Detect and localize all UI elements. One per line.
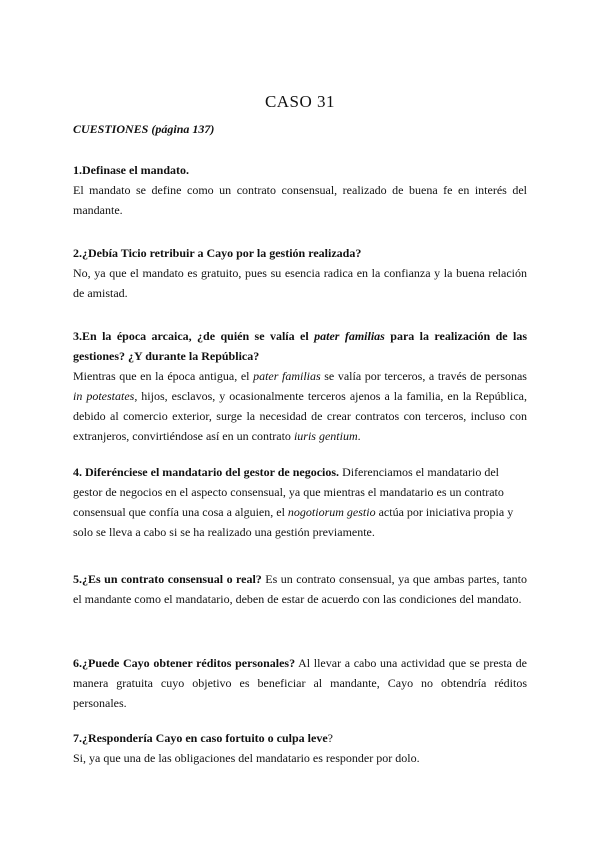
answer-text: se valía por terceros, a través de personas — [320, 369, 527, 383]
document-title: CASO 31 — [264, 92, 336, 111]
question-answer — [73, 366, 527, 446]
answer-emphasis: nogotiorum gestio — [287, 505, 376, 519]
answer-text: . — [357, 429, 361, 443]
heading-text: para la realización de las gestiones? ¿Y durante la República? — [73, 329, 527, 363]
question-heading: 1.Definase el mandato. — [73, 163, 189, 177]
question-4 — [73, 462, 527, 542]
question-5 — [73, 569, 527, 609]
question-7 — [73, 728, 527, 768]
question-answer: Si, ya que una de las obligaciones del mandatario es responder por dolo. — [73, 751, 420, 765]
document-subtitle: CUESTIONES (página 137) — [73, 122, 215, 136]
heading-tail: ? — [327, 731, 333, 745]
question-answer: No, ya que el mandato es gratuito, pues su esencia radica en la confianza y la buena relación de amistad. — [73, 266, 527, 300]
answer-text: Al llevar a cabo una actividad que se presta de manera gratuita cuyo objetivo es beneficiar al mandante, Cayo no obtendría réditos personales. — [73, 656, 527, 710]
question-1 — [73, 160, 527, 220]
answer-text: actúa por iniciativa propia y solo se lleva a cabo si se ha realizado una gestión previamente. — [73, 505, 514, 539]
question-3 — [73, 326, 527, 446]
heading-emphasis: pater familias — [314, 329, 385, 343]
question-heading: 5.¿Es un contrato consensual o real? — [73, 572, 262, 586]
question-heading: 2.¿Debía Ticio retribuir a Cayo por la gestión realizada? — [73, 246, 362, 260]
answer-emphasis: in potestates — [73, 389, 135, 403]
question-heading: 6.¿Puede Cayo obtener réditos personales? — [73, 656, 296, 670]
question-answer: El mandato se define como un contrato consensual, realizado de buena fe en interés del mandante. — [73, 183, 527, 217]
question-heading — [73, 326, 527, 366]
answer-emphasis: pater familias — [253, 369, 321, 383]
answer-emphasis: iuris gentium — [293, 429, 358, 443]
answer-text: , hijos, esclavos, y ocasionalmente terceros ajenos a la familia, en la República, debido al comercio exterior, surge la necesidad de crear contratos con terceros, incluso con extranjeros, convirtiéndose así en un contrato — [73, 389, 527, 443]
answer-text: Mientras que en la época antigua, el — [73, 369, 254, 383]
question-heading: 4. Diferénciese el mandatario del gestor de negocios. — [73, 465, 340, 479]
answer-text: Es un contrato consensual, ya que ambas partes, tanto el mandante como el mandatario, deben de estar de acuerdo con las condiciones del mandato. — [73, 572, 527, 606]
heading-text: 3.En la época arcaica, ¿de quién se valía el — [73, 329, 315, 343]
question-6 — [73, 653, 527, 713]
question-heading: 7.¿Respondería Cayo en caso fortuito o culpa leve — [73, 731, 328, 745]
answer-text: Diferenciamos el mandatario del gestor de negocios en el aspecto consensual, ya que mientras el mandatario es un contrato consensual que confía una cosa a alguien, el — [73, 465, 504, 519]
question-2 — [73, 243, 527, 303]
question-heading-line — [73, 728, 527, 748]
